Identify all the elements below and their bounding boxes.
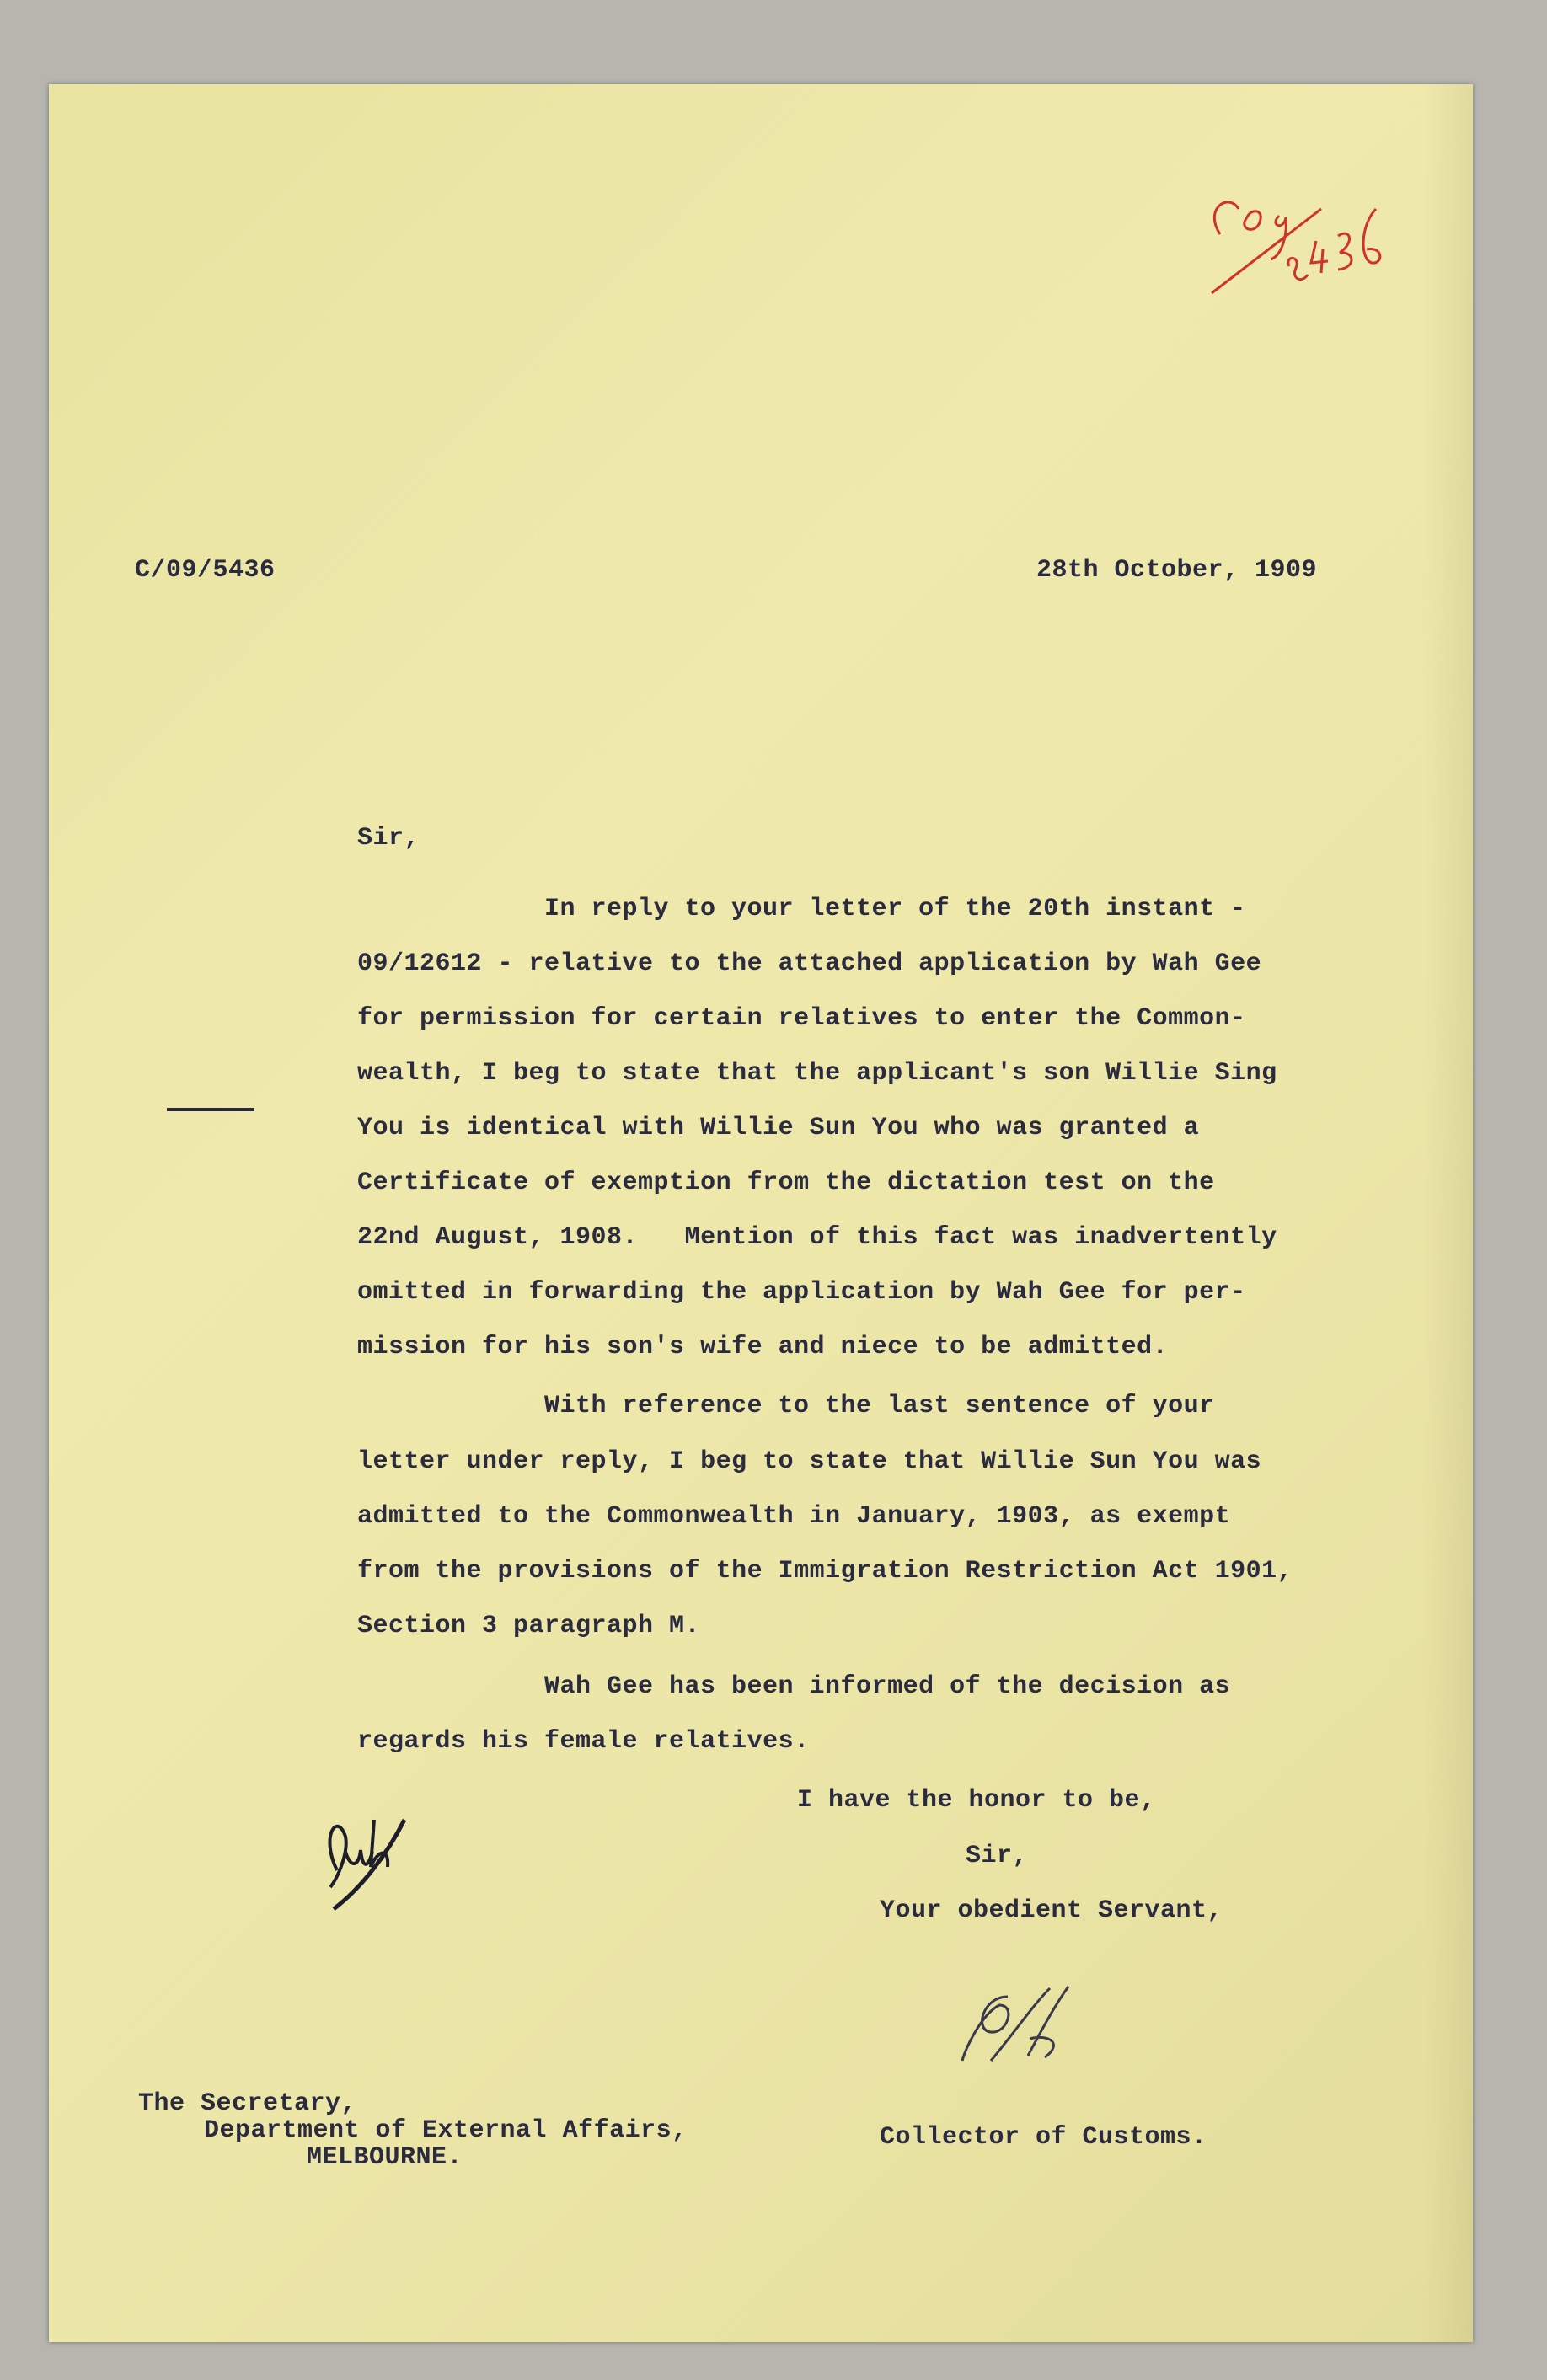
body-line: You is identical with Willie Sun You who was granted a <box>357 1114 1200 1142</box>
body-line: Wah Gee has been informed of the decision as <box>544 1672 1231 1701</box>
body-line: 09/12612 - relative to the attached application by Wah Gee <box>357 949 1262 978</box>
closing-line: Your obedient Servant, <box>880 1896 1223 1925</box>
body-line: mission for his son's wife and niece to be admitted. <box>357 1333 1169 1361</box>
body-line: letter under reply, I beg to state that Willie Sun You was <box>357 1447 1262 1476</box>
body-line: Certificate of exemption from the dictation test on the <box>357 1169 1215 1197</box>
margin-rule <box>167 1108 254 1111</box>
body-line: for permission for certain relatives to enter the Common- <box>357 1004 1246 1033</box>
body-line: from the provisions of the Immigration Restriction Act 1901, <box>357 1557 1293 1586</box>
handwritten-signature <box>957 1980 1084 2072</box>
addressee-line: MELBOURNE. <box>307 2143 463 2172</box>
body-line: 22nd August, 1908. Mention of this fact was inadvertently <box>357 1223 1277 1252</box>
handwritten-initials <box>312 1786 413 1912</box>
body-line: regards his female relatives. <box>357 1727 810 1756</box>
salutation: Sir, <box>357 824 420 853</box>
body-line: wealth, I beg to state that the applicant's son Willie Sing <box>357 1059 1277 1088</box>
letter-date: 28th October, 1909 <box>1036 556 1318 585</box>
body-line: Section 3 paragraph M. <box>357 1612 701 1640</box>
body-line: In reply to your letter of the 20th instant - <box>544 895 1246 923</box>
body-line: admitted to the Commonwealth in January, 1903, as exempt <box>357 1502 1231 1531</box>
letter-page <box>49 84 1473 2342</box>
body-line: omitted in forwarding the application by Wah Gee for per- <box>357 1278 1246 1307</box>
handwritten-file-reference <box>1195 175 1397 302</box>
addressee-line: The Secretary, <box>138 2089 357 2118</box>
body-line: With reference to the last sentence of your <box>544 1392 1215 1420</box>
addressee-line: Department of External Affairs, <box>204 2116 688 2145</box>
signatory-title: Collector of Customs. <box>880 2123 1207 2152</box>
closing-line: Sir, <box>966 1842 1029 1870</box>
letter-reference: C/09/5436 <box>135 556 276 585</box>
closing-line: I have the honor to be, <box>797 1786 1156 1815</box>
